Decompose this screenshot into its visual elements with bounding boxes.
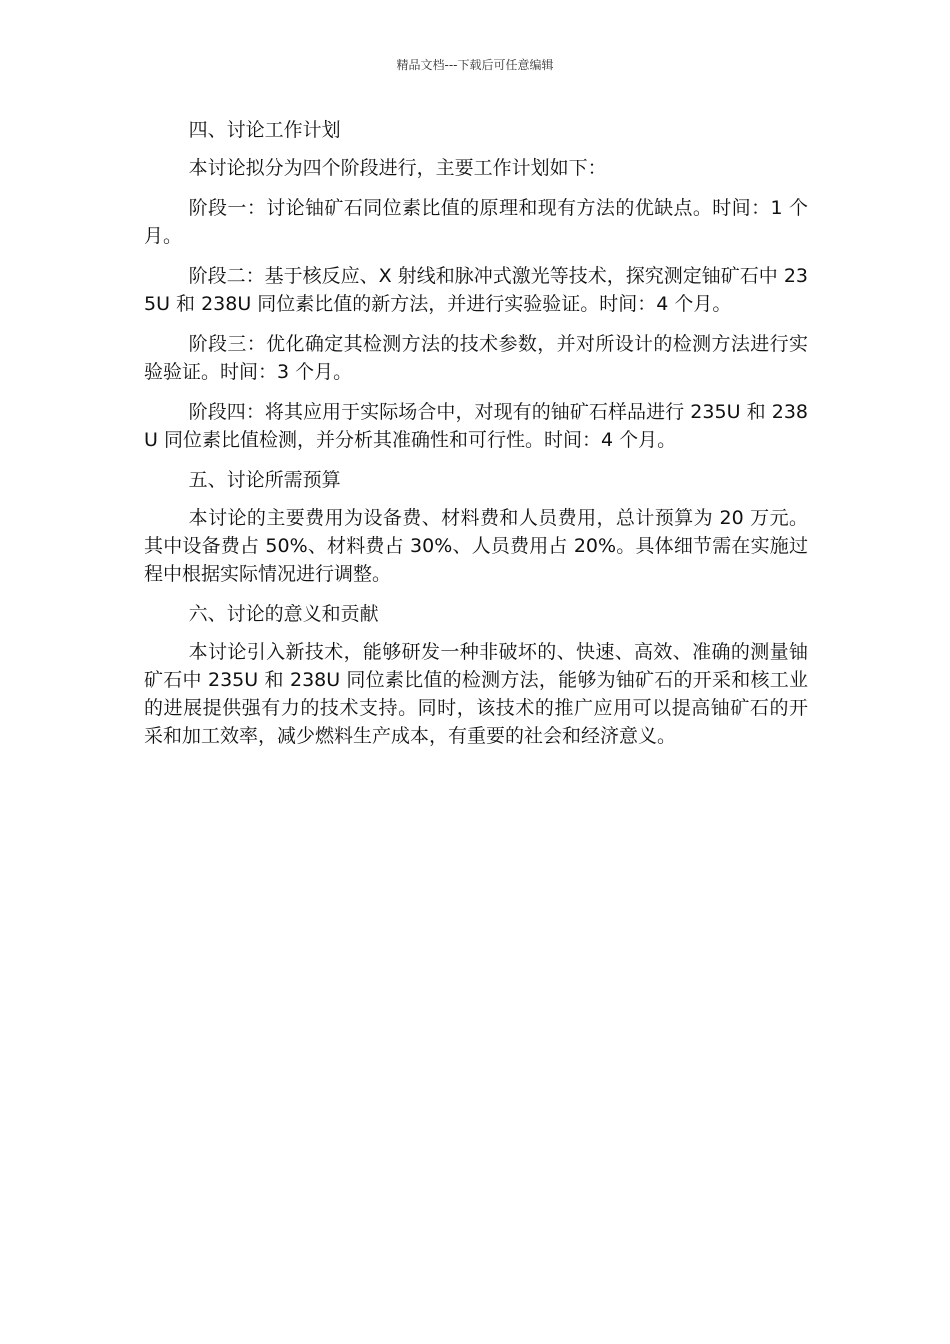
document-body xyxy=(144,116,808,762)
section-heading-significance: 六、讨论的意义和贡献 xyxy=(188,603,379,625)
paragraph-stage-one: 阶段一：讨论铀矿石同位素比值的原理和现有方法的优缺点。时间：1 个月。 xyxy=(144,197,808,247)
paragraph-significance: 本讨论引入新技术，能够研发一种非破坏的、快速、高效、准确的测量铀矿石中 235U 和 238U 同位素比值的检测方法，能够为铀矿石的开采和核工业的进展提供强有力的技术支持。同时，该技术的推广应用可以提高铀矿石的开采和加工效率，减少燃料生产成本，有重要的社会和经济意义。 xyxy=(144,641,808,747)
section-heading-work-plan: 四、讨论工作计划 xyxy=(188,119,341,141)
paragraph-plan-intro: 本讨论拟分为四个阶段进行，主要工作计划如下： xyxy=(188,157,607,179)
paragraph-stage-three: 阶段三：优化确定其检测方法的技术参数，并对所设计的检测方法进行实验验证。时间：3 个月。 xyxy=(144,333,808,383)
paragraph-stage-two: 阶段二：基于核反应、X 射线和脉冲式激光等技术，探究测定铀矿石中 235U 和 238U 同位素比值的新方法，并进行实验验证。时间：4 个月。 xyxy=(144,265,808,315)
paragraph-budget: 本讨论的主要费用为设备费、材料费和人员费用，总计预算为 20 万元。其中设备费占 50%、材料费占 30%、人员费用占 20%。具体细节需在实施过程中根据实际情况进行调整。 xyxy=(144,507,808,585)
section-heading-budget: 五、讨论所需预算 xyxy=(188,469,341,491)
page-header-watermark: 精品文档---下载后可任意编辑 xyxy=(396,58,554,72)
paragraph-stage-four: 阶段四：将其应用于实际场合中，对现有的铀矿石样品进行 235U 和 238U 同位素比值检测，并分析其准确性和可行性。时间：4 个月。 xyxy=(144,401,808,451)
